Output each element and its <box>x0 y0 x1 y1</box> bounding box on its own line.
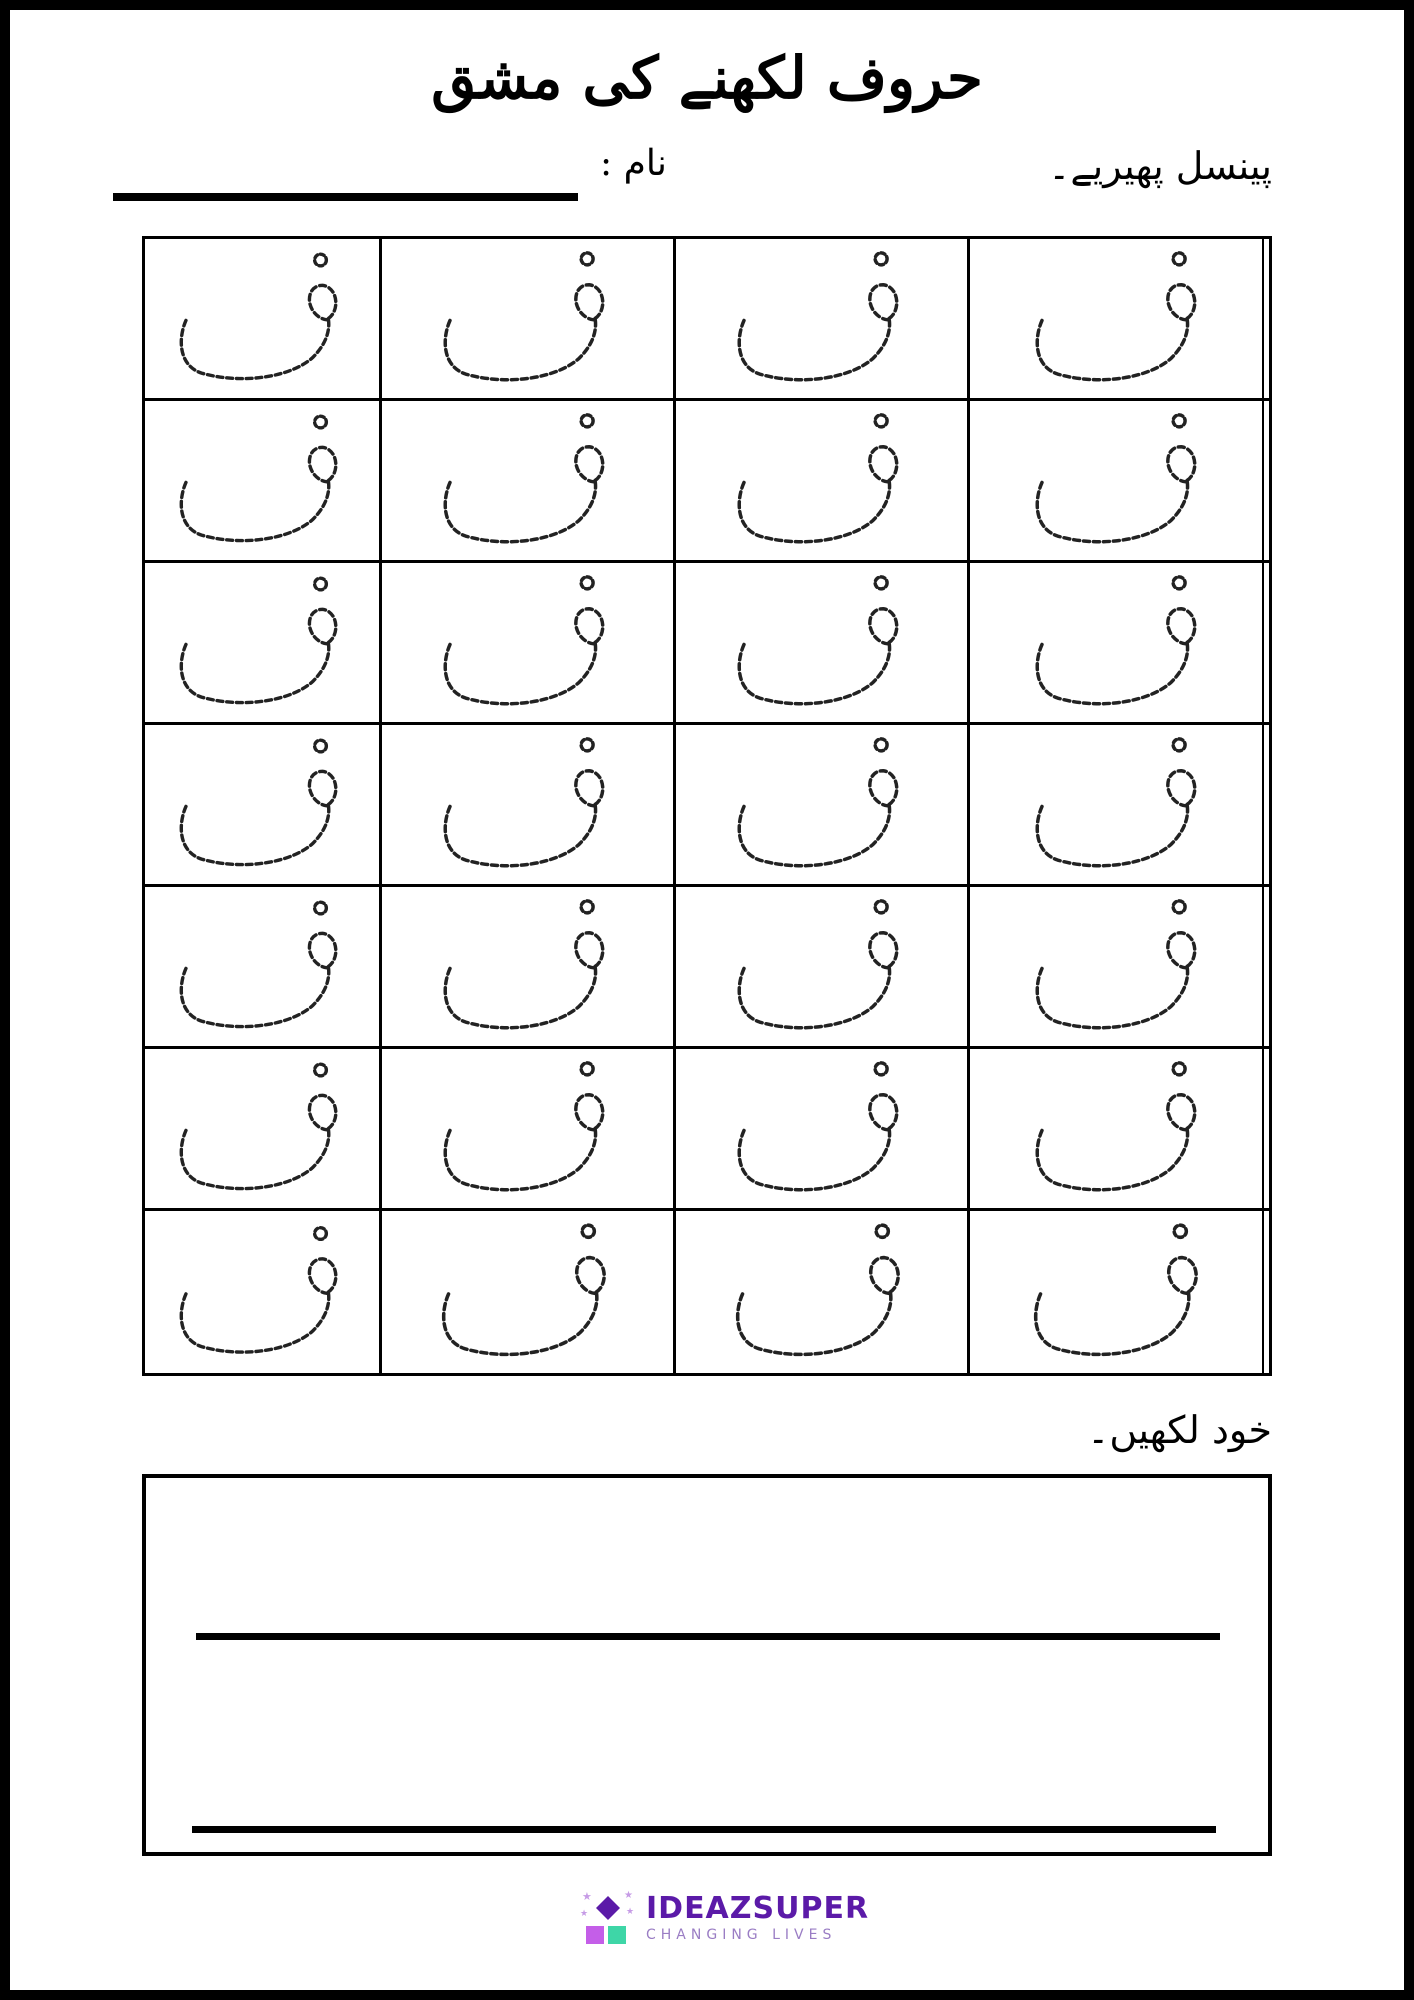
tracing-cell[interactable] <box>382 1049 676 1211</box>
brand-tagline: CHANGING LIVES <box>646 1927 837 1943</box>
dotted-fa-letter-icon <box>382 1049 673 1208</box>
tracing-cell[interactable] <box>676 563 970 725</box>
dotted-fa-letter-icon <box>382 563 673 722</box>
dotted-fa-letter-icon <box>145 401 379 560</box>
dotted-fa-letter-icon <box>382 1211 673 1373</box>
writing-line <box>192 1826 1216 1833</box>
footer-logo <box>578 1888 878 1948</box>
tracing-cell[interactable] <box>970 1211 1269 1373</box>
tracing-cell[interactable] <box>382 239 676 401</box>
dotted-fa-letter-icon <box>970 1049 1269 1208</box>
dotted-fa-letter-icon <box>145 725 379 884</box>
tracing-cell[interactable] <box>676 725 970 887</box>
dotted-fa-letter-icon <box>145 1211 379 1373</box>
dotted-fa-letter-icon <box>382 725 673 884</box>
trace-instruction: پینسل پھیریے۔ <box>1048 144 1272 188</box>
brand-name: IDEAZSUPER <box>646 1891 870 1926</box>
dotted-fa-letter-icon <box>676 401 967 560</box>
tracing-cell[interactable] <box>145 1211 382 1373</box>
tracing-cell[interactable] <box>970 887 1269 1049</box>
tracing-cell[interactable] <box>676 401 970 563</box>
tracing-cell[interactable] <box>145 401 382 563</box>
dotted-fa-letter-icon <box>676 1211 967 1373</box>
tracing-cell[interactable] <box>145 725 382 887</box>
tracing-cell[interactable] <box>676 239 970 401</box>
tracing-cell[interactable] <box>382 563 676 725</box>
tracing-cell[interactable] <box>970 1049 1269 1211</box>
tracing-cell[interactable] <box>970 725 1269 887</box>
tracing-cell[interactable] <box>382 401 676 563</box>
svg-text:★: ★ <box>582 1890 592 1903</box>
writing-line <box>196 1633 1220 1640</box>
dotted-fa-letter-icon <box>382 401 673 560</box>
tracing-cell[interactable] <box>382 1211 676 1373</box>
dotted-fa-letter-icon <box>676 887 967 1046</box>
dotted-fa-letter-icon <box>970 725 1269 884</box>
dotted-fa-letter-icon <box>970 239 1269 398</box>
dotted-fa-letter-icon <box>382 239 673 398</box>
svg-text:★: ★ <box>626 1907 635 1917</box>
tracing-cell[interactable] <box>970 401 1269 563</box>
dotted-fa-letter-icon <box>145 887 379 1046</box>
tracing-cell[interactable] <box>970 239 1269 401</box>
page-title: حروف لکھنے کی مشق <box>431 44 983 112</box>
tracing-cell[interactable] <box>145 887 382 1049</box>
tracing-grid <box>142 236 1272 1376</box>
dotted-fa-letter-icon <box>676 1049 967 1208</box>
tracing-cell[interactable] <box>676 1211 970 1373</box>
dotted-fa-letter-icon <box>676 563 967 722</box>
dotted-fa-letter-icon <box>676 725 967 884</box>
dotted-fa-letter-icon <box>382 887 673 1046</box>
name-field[interactable] <box>113 193 578 201</box>
tracing-cell[interactable] <box>145 239 382 401</box>
dotted-fa-letter-icon <box>145 563 379 722</box>
dotted-fa-letter-icon <box>970 887 1269 1046</box>
tracing-cell[interactable] <box>145 1049 382 1211</box>
write-section-label: خود لکھیں۔ <box>1087 1408 1272 1452</box>
writing-box[interactable] <box>142 1474 1272 1856</box>
tracing-cell[interactable] <box>145 563 382 725</box>
dotted-fa-letter-icon <box>970 401 1269 560</box>
tracing-cell[interactable] <box>382 725 676 887</box>
dotted-fa-letter-icon <box>970 1211 1269 1373</box>
tracing-cell[interactable] <box>676 887 970 1049</box>
dotted-fa-letter-icon <box>970 563 1269 722</box>
tracing-cell[interactable] <box>382 887 676 1049</box>
name-label: نام : <box>600 143 667 184</box>
svg-text:★: ★ <box>580 1909 589 1919</box>
dotted-fa-letter-icon <box>676 239 967 398</box>
ideazsuper-logo-icon <box>578 1888 640 1948</box>
tracing-cell[interactable] <box>970 563 1269 725</box>
dotted-fa-letter-icon <box>145 1049 379 1208</box>
tracing-cell[interactable] <box>676 1049 970 1211</box>
dotted-fa-letter-icon <box>145 239 379 398</box>
svg-text:★: ★ <box>624 1890 633 1901</box>
